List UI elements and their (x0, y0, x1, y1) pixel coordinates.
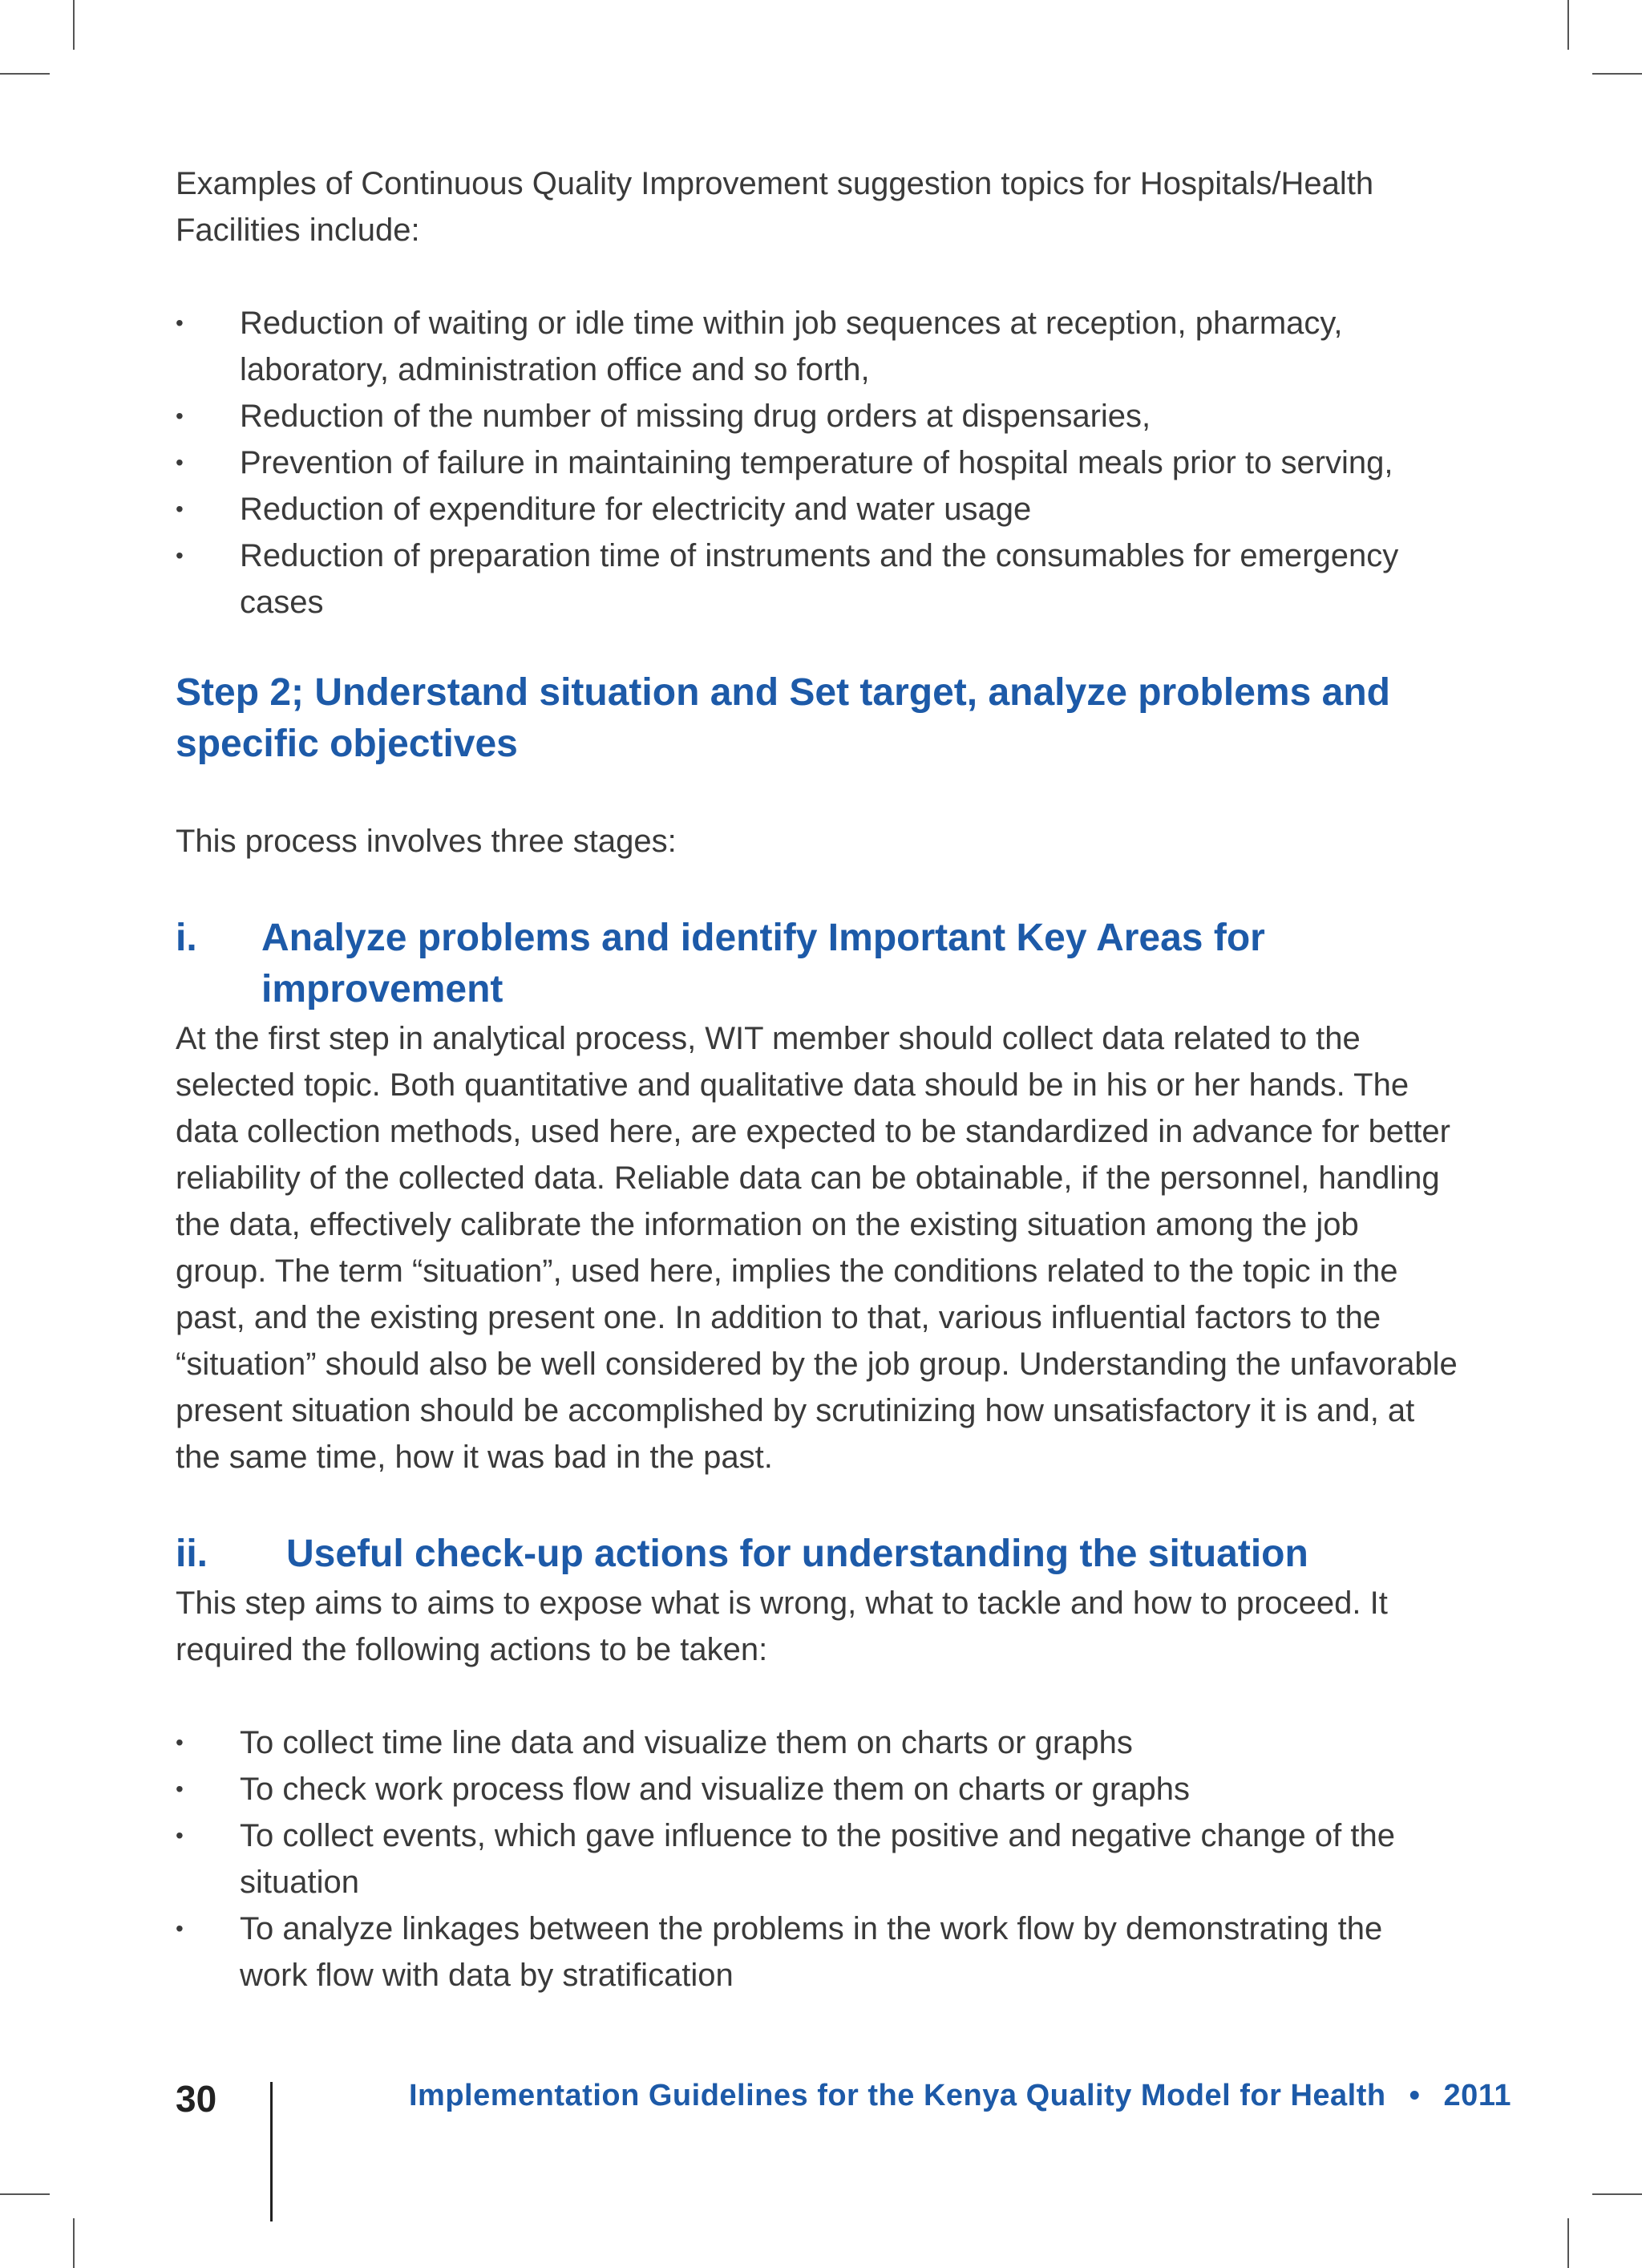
section-ii-body: This step aims to aims to expose what is wrong, what to tackle and how to proceed. It required the following actions to be taken: (176, 1586, 1388, 1667)
page-content (176, 160, 1458, 1999)
footer-divider (270, 2082, 273, 2221)
list-item: • Reduction of expenditure for electricity and water usage (176, 492, 1032, 527)
list-item: • To collect time line data and visualize them on charts or graphs (176, 1725, 1133, 1760)
list-item: • To collect events, which gave influence to the positive and negative change of the situation (176, 1818, 1395, 1900)
list-item: • Prevention of failure in maintaining temperature of hospital meals prior to serving, (176, 445, 1393, 480)
crop-mark (1567, 2218, 1569, 2268)
footer-separator: • (1409, 2079, 1421, 2112)
step2-heading: Step 2; Understand situation and Set target, analyze problems and specific objectives (176, 671, 1390, 765)
section-i-title: Analyze problems and identify Important Key Areas for improvement (261, 917, 1265, 1010)
footer-year: 2011 (1443, 2079, 1511, 2112)
list-item: • Reduction of the number of missing drug orders at dispensaries, (176, 399, 1151, 434)
crop-mark (1567, 0, 1569, 50)
step2-intro: This process involves three stages: (176, 824, 677, 859)
crop-mark (1592, 73, 1642, 75)
section-ii-heading (176, 1529, 1458, 1580)
crop-mark (0, 73, 50, 75)
action-list (176, 1719, 1458, 1999)
crop-mark (73, 0, 75, 50)
list-item: • Reduction of waiting or idle time within job sequences at reception, pharmacy, laboratory, administration office and so forth, (176, 306, 1343, 387)
intro-paragraph: Examples of Continuous Quality Improvement suggestion topics for Hospitals/Health Facilities include: (176, 166, 1374, 248)
topic-list (176, 300, 1458, 626)
section-i-body: At the first step in analytical process, WIT member should collect data related to the selected topic. Both quantitative and qualitative data should be in his or her hands. The data collection methods, used here, are expected to be standardized in advance for better reliability of the collected data. Reliable data can be obtainable, if the personnel, handling the data, effectively calibrate the information on the existing situation among the job group. The term “situation”, used here, implies the conditions related to the topic in the past, and the existing present one. In addition to that, various influential factors to the “situation” should also be well considered by the job group. Understanding the unfavorable present situation should be accomplished by scrutinizing how unsatisfactory it is and, at the same time, how it was bad in the past. (176, 1021, 1458, 1475)
list-item: • To analyze linkages between the problems in the work flow by demonstrating the work flow with data by stratification (176, 1911, 1383, 1993)
section-i-heading (176, 913, 1304, 1015)
crop-mark (0, 2193, 50, 2195)
list-item: • Reduction of preparation time of instruments and the consumables for emergency cases (176, 538, 1399, 620)
section-ii-title: Useful check-up actions for understanding the situation (286, 1533, 1308, 1575)
page-number: 30 (176, 2078, 217, 2120)
section-i-number: i. (176, 917, 197, 959)
crop-mark (73, 2218, 75, 2268)
crop-mark (1592, 2193, 1642, 2195)
section-ii-number: ii. (176, 1533, 208, 1575)
footer-title: Implementation Guidelines for the Kenya Quality Model for Health • 2011 (409, 2079, 1511, 2112)
list-item: • To check work process flow and visualize them on charts or graphs (176, 1772, 1190, 1807)
